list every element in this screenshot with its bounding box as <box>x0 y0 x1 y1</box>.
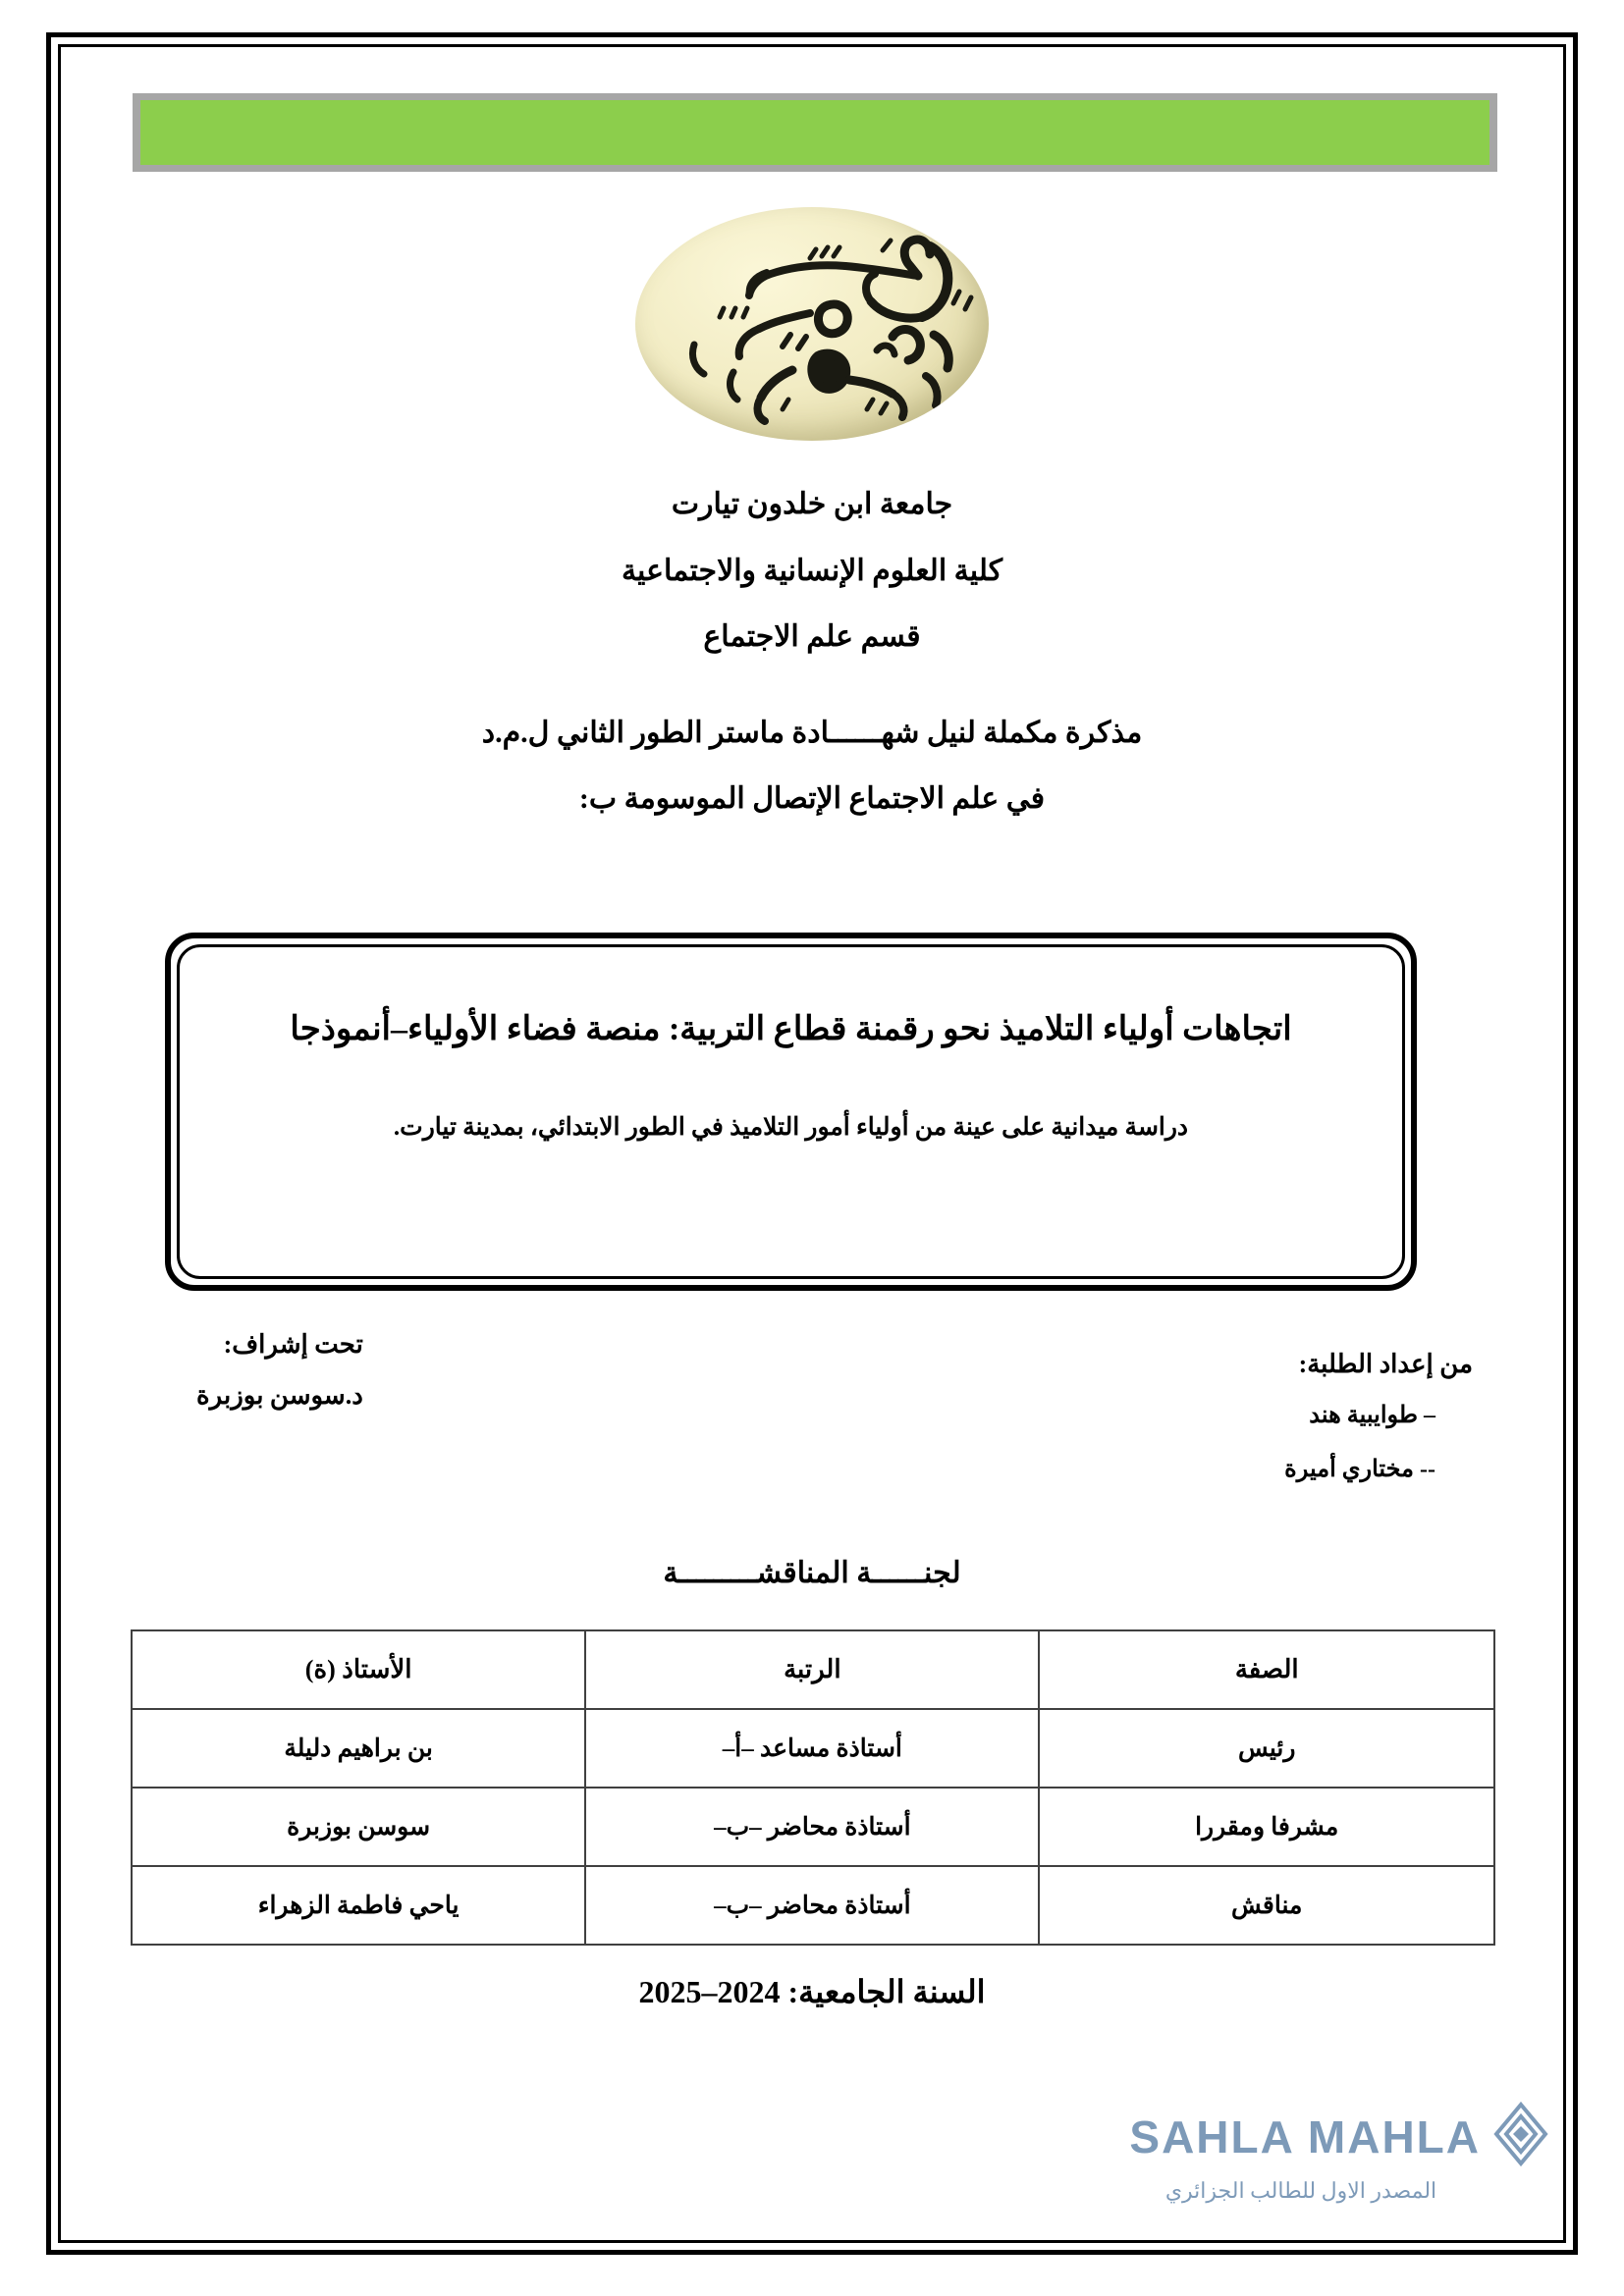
cell-role: رئيس <box>1039 1709 1494 1788</box>
student-name-2: -- مختاري أميرة <box>1284 1457 1435 1482</box>
ibn-khaldoun-university-logo-icon <box>635 207 989 441</box>
header-banner-green-fill <box>140 100 1489 165</box>
watermark-row <box>1090 2101 1551 2172</box>
thesis-subtitle: دراسة ميدانية على عينة من أولياء أمور التلاميذ في الطور الابتدائي، بمدينة تيارت. <box>393 1114 1189 1142</box>
supervisor-block <box>196 1330 363 1411</box>
table-header-row <box>132 1630 1494 1709</box>
watermark-brand: SAHLA MAHLA <box>1129 2110 1481 2163</box>
cell-professor: ياحي فاطمة الزهراء <box>132 1866 585 1945</box>
cell-rank: أستاذة مساعد –أ– <box>585 1709 1039 1788</box>
cell-professor: بن براهيم دليلة <box>132 1709 585 1788</box>
cell-role: مناقش <box>1039 1866 1494 1945</box>
jury-heading: لجنــــــة المناقشـــــــــة <box>663 1557 961 1589</box>
students-label: من إعداد الطلبة: <box>1298 1350 1473 1378</box>
specialty-statement: في علم الاجتماع الإتصال الموسومة ب: <box>578 782 1046 815</box>
academic-year: السنة الجامعية: 2024–2025 <box>638 1974 986 2009</box>
logo-container <box>0 196 1624 452</box>
jury-table <box>131 1629 1495 1946</box>
credits-block <box>128 1330 1502 1526</box>
table-header-role: الصفة <box>1039 1630 1494 1709</box>
department-name: قسم علم الاجتماع <box>703 620 921 653</box>
header-banner <box>133 93 1497 172</box>
watermark <box>1090 2101 1551 2248</box>
cell-professor: سوسن بوزبرة <box>132 1788 585 1866</box>
students-block <box>1284 1350 1473 1509</box>
cell-rank: أستاذة محاضر –ب– <box>585 1788 1039 1866</box>
university-name: جامعة ابن خلدون تيارت <box>671 488 953 520</box>
table-row <box>132 1866 1494 1945</box>
diamond-logo-icon <box>1490 2101 1551 2172</box>
table-row <box>132 1788 1494 1866</box>
supervisor-name: د.سوسن بوزبرة <box>196 1381 363 1410</box>
faculty-name: كلية العلوم الإنسانية والاجتماعية <box>621 554 1003 587</box>
supervisor-label: تحت إشراف: <box>223 1330 363 1359</box>
institution-headings <box>0 486 1624 851</box>
watermark-tagline: المصدر الاول للطالب الجزائري <box>1164 2178 1437 2203</box>
table-header-professor: الأستاذ (ة) <box>132 1630 585 1709</box>
thesis-title: اتجاهات أولياء التلاميذ نحو رقمنة قطاع التربية: منصة فضاء الأولياء–أنموذجا <box>290 1011 1292 1047</box>
student-name-1: – طوايبية هند <box>1309 1403 1435 1428</box>
cell-rank: أستاذة محاضر –ب– <box>585 1866 1039 1945</box>
heading-spacer <box>0 689 1624 715</box>
title-box <box>177 944 1405 1279</box>
table-row <box>132 1709 1494 1788</box>
table-header-rank: الرتبة <box>585 1630 1039 1709</box>
cell-role: مشرفا ومقررا <box>1039 1788 1494 1866</box>
degree-statement: مذكرة مكملة لنيل شهــــــادة ماستر الطور الثاني ل.م.د <box>481 716 1143 749</box>
